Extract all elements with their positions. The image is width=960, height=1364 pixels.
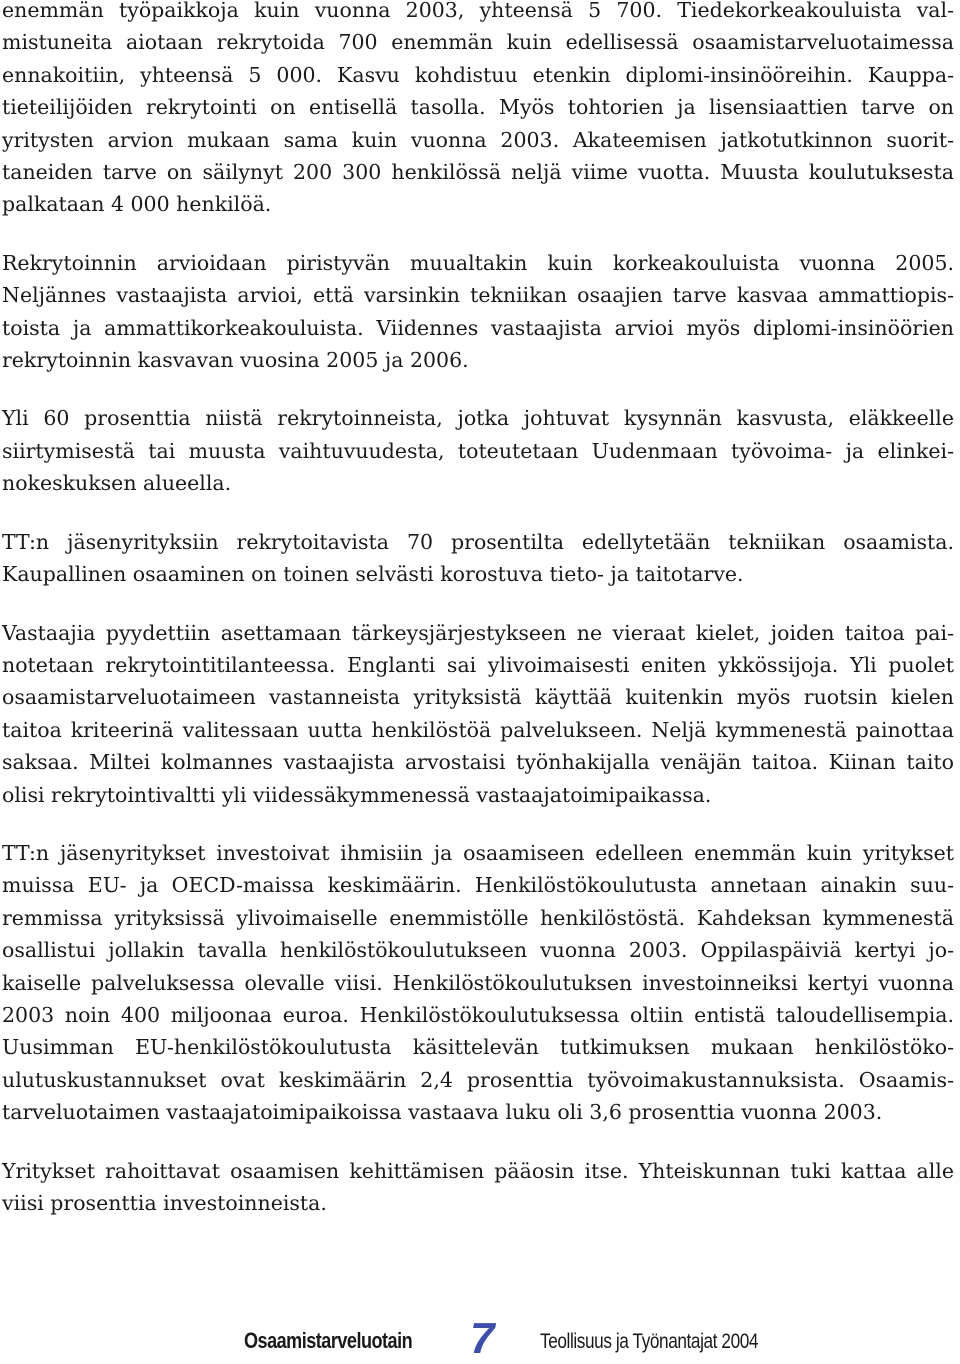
page-footer [0,1314,960,1363]
publication-title: Osaamistarveluotain [244,1328,413,1353]
paragraph-recruitment-2005: Rekrytoinnin arvioidaan piristyvän muualtakin kuin korkeakouluista vuonna 2005. Neljännes vastaajista arvioi, että varsinkin tekniikan osaajien tarve kasvaa ammattiopistoista ja ammattikorkeakouluista. Viidennes vastaajista arvioi myös diplomi-insinöörien rekrytoinnin kasvavan vuosina 2005 ja 2006. [2,250,954,373]
page-number: 7 [470,1314,495,1363]
paragraph-personnel-training: TT:n jäsenyritykset investoivat ihmisiin ja osaamiseen edelleen enemmän kuin yritykset muissa EU- ja OECD-maissa keskimäärin. Henkilöstökoulutusta annetaan ainakin suuremmissa yrityksissä ylivoimaiselle enemmistölle henkilöstöstä. Kahdeksan kymmenestä osallistui jollakin tavalla henkilöstökoulutukseen vuonna 2003. Oppilaspäiviä kertyi jokaiselle palveluksessa olevalle viisi. Henkilöstökoulutuksen investoinneiksi kertyi vuonna 2003 noin 400 miljoonaa euroa. Henkilöstökoulutuksessa oltiin entistä taloudellisempia. Uusimman EU-henkilöstökoulutusta käsittelevän tutkimuksen mukaan henkilöstökoulutuskustannukset ovat keskimäärin 2,4 prosenttia työvoimakustannuksista. Osaamistarveluotaimen vastaajatoimipaikoissa vastaava luku oli 3,6 prosenttia vuonna 2003. [2,840,954,1125]
paragraph-uusimaa-region: Yli 60 prosenttia niistä rekrytoinneista, jotka johtuvat kysynnän kasvusta, eläkkeelle siirtymisestä tai muusta vaihtuvuudesta, toteutetaan Uudenmaan työvoima- ja elinkeinokeskuksen alueella. [2,406,954,496]
document-body [2,0,954,1245]
paragraph-recruitment-outlook: enemmän työpaikkoja kuin vuonna 2003, yhteensä 5 700. Tiedekorkeakouluista valmistuneita aiotaan rekrytoida 700 enemmän kuin edellisessä osaamistarveluotaimessa ennakoitiin, yhteensä 5 000. Kasvu kohdistuu etenkin diplomi-insinööreihin. Kauppatieteilijöiden rekrytointi on entisellä tasolla. Myös tohtorien ja lisensiaattien tarve on yritysten arvion mukaan sama kuin vuonna 2003. Akateemisen jatkotutkinnon suorittaneiden tarve on säilynyt 200 300 henkilössä neljä viime vuotta. Muusta koulutuksesta palkataan 4 000 henkilöä. [2,0,954,217]
organization-name: Teollisuus ja Työnantajat 2004 [540,1330,759,1353]
paragraph-funding: Yritykset rahoittavat osaamisen kehittämisen pääosin itse. Yhteiskunnan tuki kattaa alle viisi prosenttia investoinneista. [2,1158,954,1215]
paragraph-foreign-languages: Vastaajia pyydettiin asettamaan tärkeysjärjestykseen ne vieraat kielet, joiden taitoa painotetaan rekrytointitilanteessa. Englanti sai ylivoimaisesti eniten ykkössijoja. Yli puolet osaamistarveluotaimeen vastanneista yrityksistä käyttää kuitenkin myös ruotsin kielen taitoa kriteerinä valitessaan uutta henkilöstöä palvelukseen. Neljä kymmenestä painottaa saksaa. Miltei kolmannes vastaajista arvostaisi työnhakijalla venäjän taitoa. Kiinan taito olisi rekrytointivaltti yli viidessäkymmenessä vastaajatoimipaikassa. [2,620,954,807]
paragraph-technical-skills: TT:n jäsenyrityksiin rekrytoitavista 70 prosentilta edellytetään tekniikan osaamista. Kaupallinen osaaminen on toinen selvästi korostuva tieto- ja taitotarve. [2,529,954,587]
